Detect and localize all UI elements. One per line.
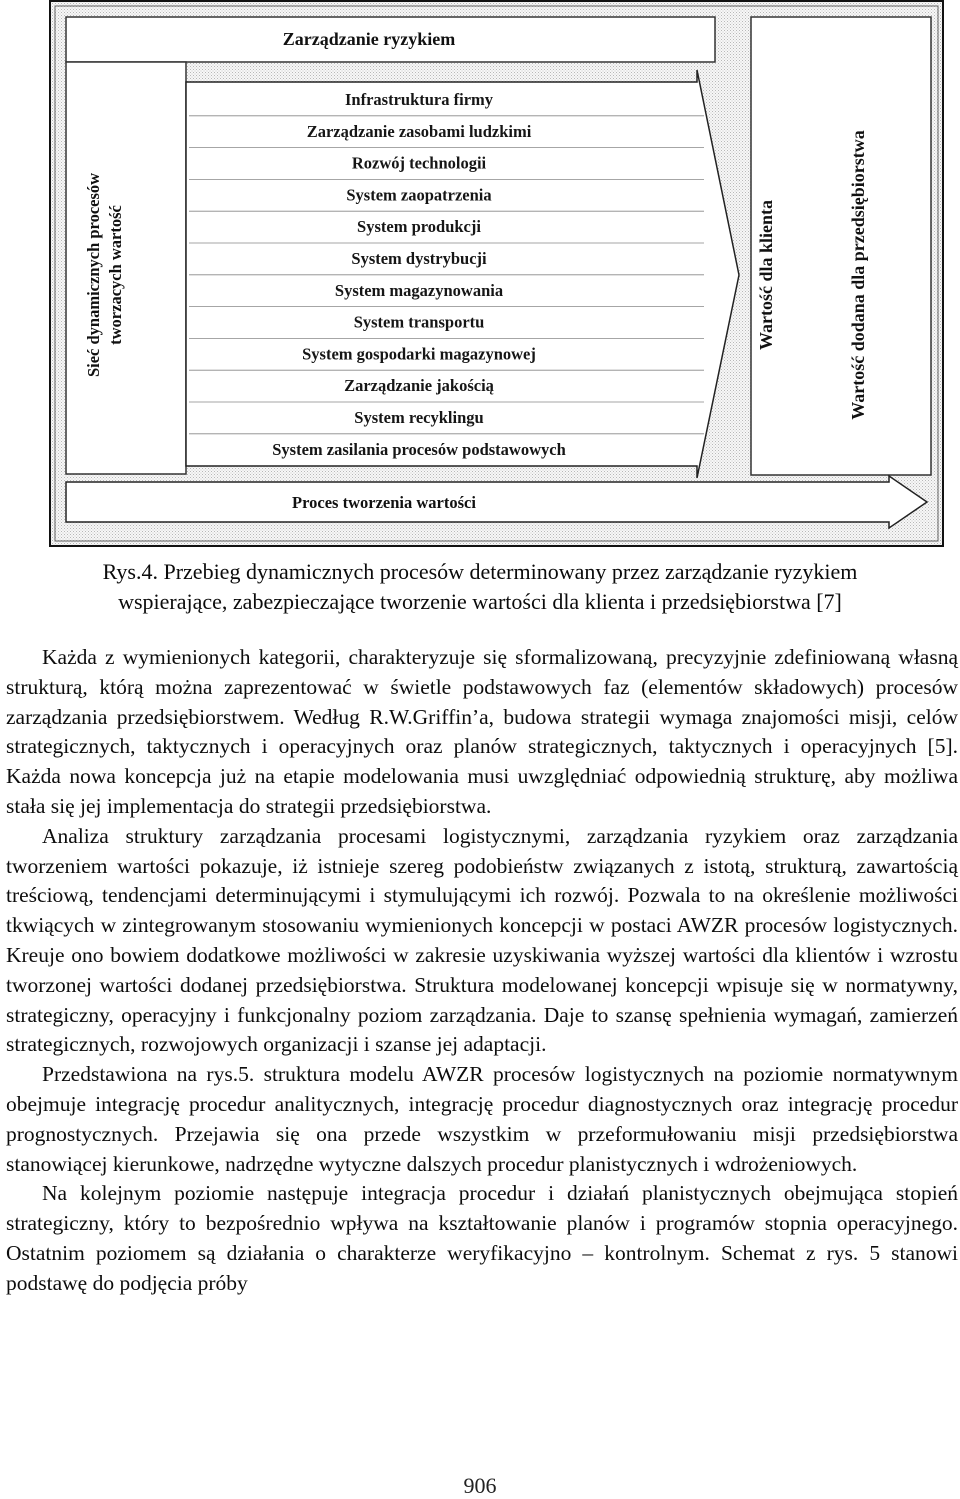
left-label-line1: Sieć dynamicznych procesów — [84, 172, 103, 378]
process-item: System zaopatrzenia — [346, 185, 492, 205]
process-item: System magazynowania — [334, 280, 504, 300]
process-item: System produkcji — [357, 217, 481, 237]
body-text — [6, 643, 958, 1299]
paragraph-3: Przedstawiona na rys.5. struktura modelu AWZR procesów logistycznych na poziomie normatywnym obejmuje integrację procedur analitycznych, integrację procedur diagnostycznych oraz integrację procedur prognostycznych. Przejawia się ona przede wszystkim w przeformułowaniu misji przedsiębiorstwa stanowiącej kierunkowe, nadrzędne wytyczne dalszych procedur planistycznych i wdrożeniowych. — [6, 1062, 958, 1176]
value-creation-label: Proces tworzenia wartości — [292, 493, 476, 512]
paragraph-1: Każda z wymienionych kategorii, charakteryzuje się sformalizowaną, precyzyjnie zdefiniowaną własną strukturą, którą można zaprezentować w świetle podstawowych faz (elementów składowych) procesów zarządzania przedsiębiorstwem. Według R.W.Griffin’a, budowa strategii wymaga znajomości misji, celów strategicznych, taktycznych i operacyjnych oraz planów strategicznych, taktycznych i operacyjnych [5]. Każda nowa koncepcja już na etapie modelowania musi uwzględniać odpowiednią strukturę, aby możliwa stała się jej implementacja do strategii przedsiębiorstwa. — [6, 645, 958, 818]
value-creation-arrow — [66, 476, 927, 528]
figure-caption-line1: Rys.4. Przebieg dynamicznych procesów determinowany przez zarządzanie ryzykiem — [102, 559, 858, 584]
risk-management-diagram — [49, 0, 946, 550]
process-item: Zarządzanie zasobami ludzkimi — [306, 121, 532, 141]
customer-value-label: Wartość dla klienta — [756, 199, 776, 351]
page-number: 906 — [463, 1473, 497, 1498]
process-item: System dystrybucji — [351, 249, 487, 268]
right-value-panel — [751, 17, 931, 475]
process-item: System transportu — [353, 312, 485, 332]
added-value-label: Wartość dodana dla przedsiębiorstwa — [848, 130, 868, 420]
risk-management-label: Zarządzanie ryzykiem — [282, 29, 456, 49]
figure-caption-line2: wspierające, zabezpieczające tworzenie wartości dla klienta i przedsiębiorstwa [7] — [118, 589, 842, 614]
paragraph-4: Na kolejnym poziomie następuje integracja procedur i działań planistycznych obejmująca stopień strategiczny, który to bezpośrednio wpływa na kształtowanie planów i programów stopnia operacyjnego. Ostatnim poziomem są działania o charakterze weryfikacyjno – kontrolnym. Schemat z rys. 5 stanowi podstawę do podjęcia próby — [6, 1181, 958, 1295]
process-item: System zasilania procesów podstawowych — [272, 439, 566, 459]
left-label-line2: tworzacych wartość — [106, 205, 125, 345]
process-item: System gospodarki magazynowej — [302, 344, 536, 364]
process-item: Zarządzanie jakością — [344, 376, 494, 396]
process-item: System recyklingu — [354, 408, 484, 427]
process-item: Rozwój technologii — [351, 153, 487, 173]
paragraph-2: Analiza struktury zarządzania procesami logistycznymi, zarządzania ryzykiem oraz zarządzania tworzeniem wartości pokazuje, iż istnieje szereg podobieństw związanych z istotą, strukturą, zawartością treściową, tendencjami determinującymi i stymulującymi ich rozwój. Pozwala to na określenie możliwości tkwiących w zintegrowanym stosowaniu wymienionych koncepcji w postaci AWZR procesów logistycznych. Kreuje ono bowiem dodatkowe możliwości w zakresie uzyskiwania wyższej wartości dla klientów i wzrostu tworzonej wartości dodanej przedsiębiorstwa. Struktura modelowanej koncepcji wpisuje się w normatywny, strategiczny, operacyjny i funkcjonalny poziom zarządzania. Daje to szansę spełnienia wymagań, zamierzeń strategicznych, rozwojowych organizacji i szanse jej adaptacji. — [6, 823, 958, 1057]
process-item: Infrastruktura firmy — [344, 90, 494, 109]
